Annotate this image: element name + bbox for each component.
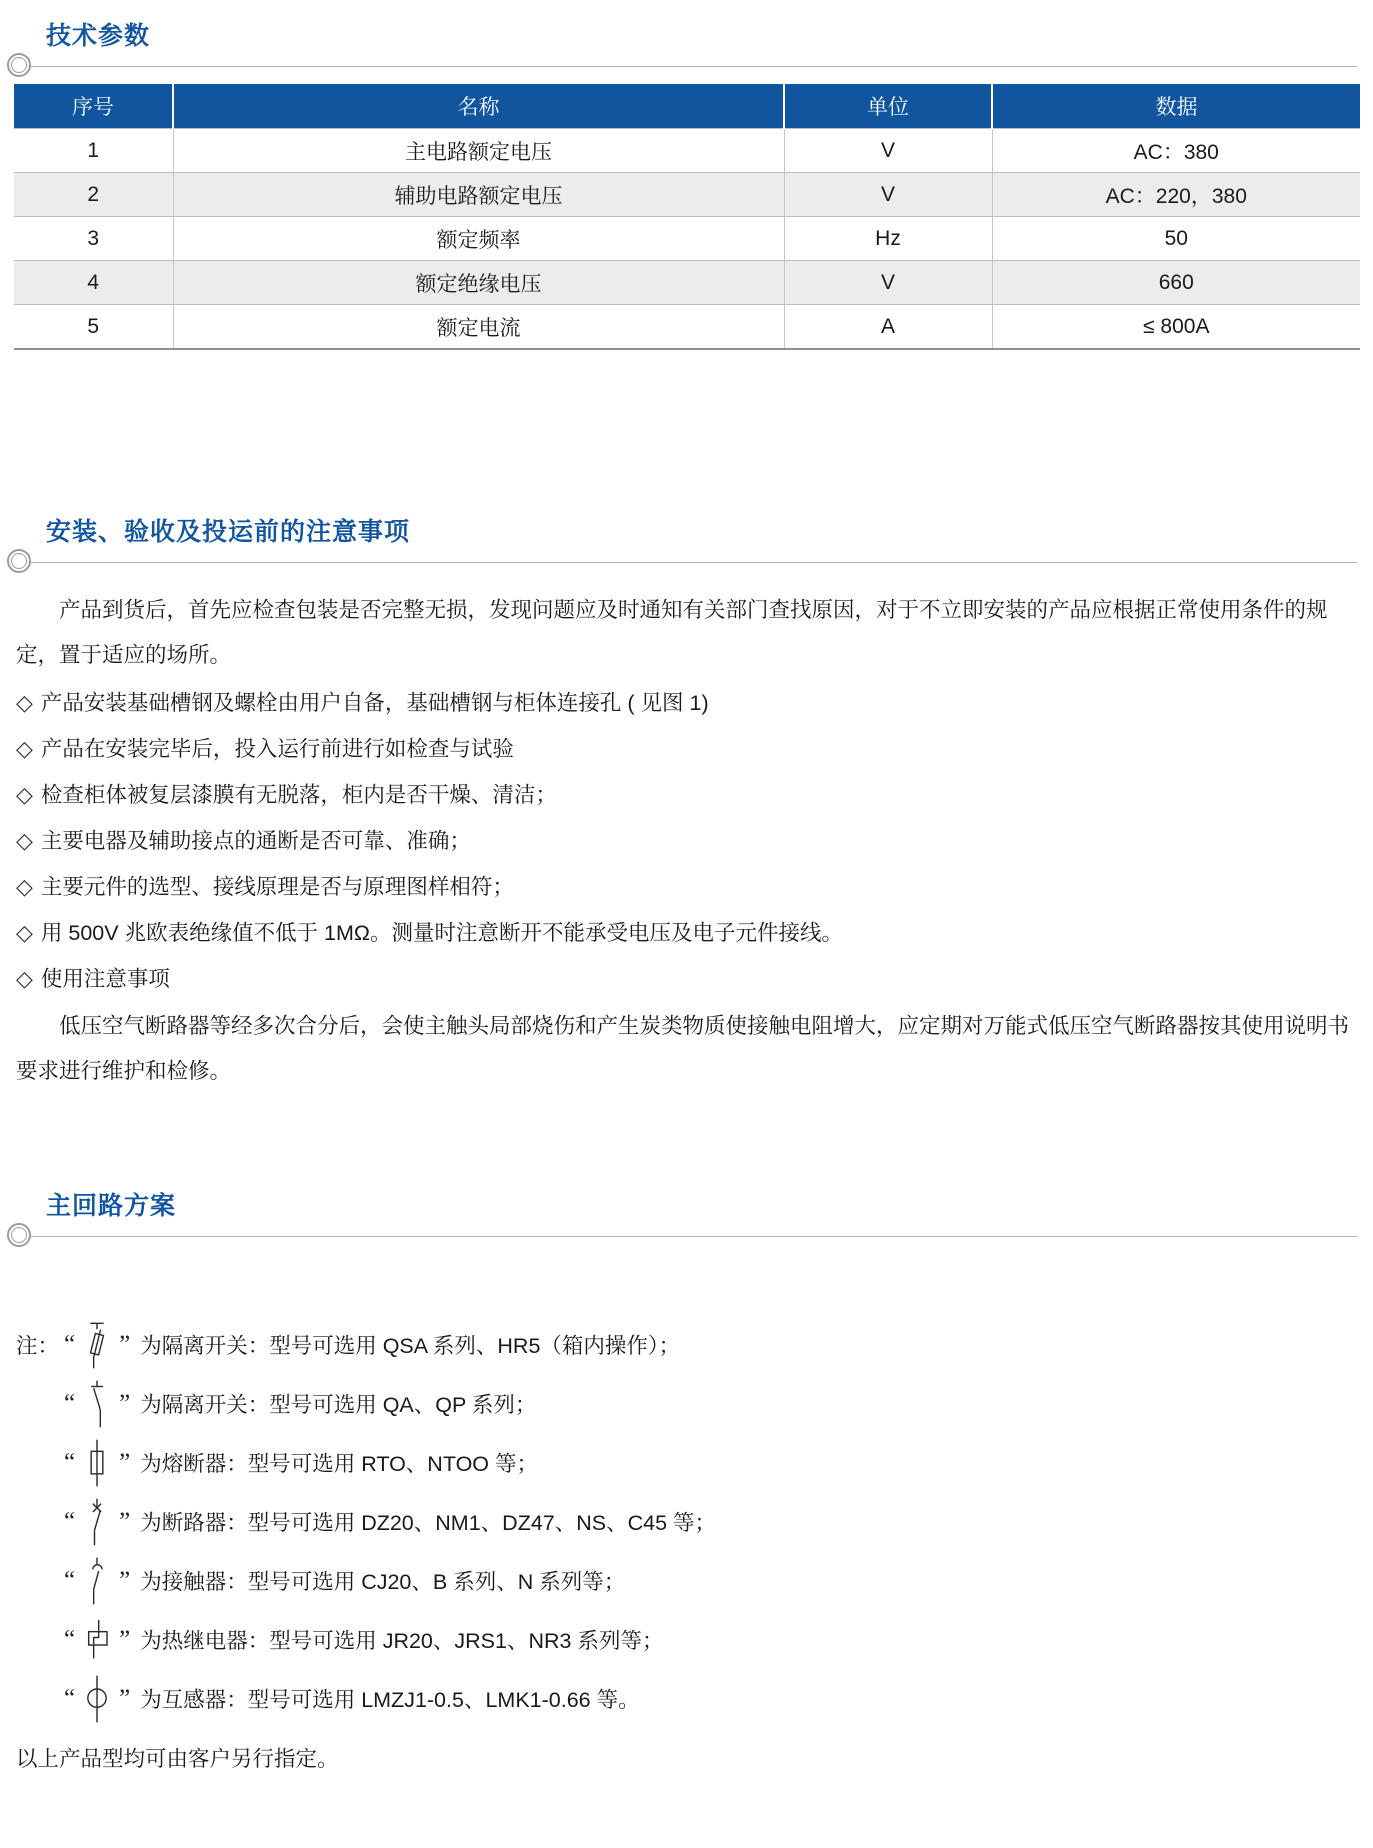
thermal-relay-icon xyxy=(82,1614,112,1666)
ring-decoration-icon xyxy=(7,1223,31,1247)
contactor-icon xyxy=(82,1555,112,1607)
main-circuit-notes xyxy=(16,1315,1357,1774)
table-cell: 额定频率 xyxy=(173,217,784,261)
close-quote: ” xyxy=(119,1684,131,1712)
diamond-bullet-icon: ◇ xyxy=(16,782,33,807)
note-text: 为热继电器：型号可选用 JR20、JRS1、NR3 系列等； xyxy=(140,1629,664,1653)
table-header-row xyxy=(14,84,1360,129)
closing-paragraph: 低压空气断路器等经多次合分后，会使主触头局部烧伤和产生炭类物质使接触电阻增大，应定期对万能式低压空气断路器按其使用说明书要求进行维护和检修。 xyxy=(16,1014,1350,1083)
bullet-list xyxy=(16,680,1357,1002)
open-quote: “ xyxy=(64,1625,76,1653)
table-cell: V xyxy=(784,173,992,217)
table-cell: AC：380 xyxy=(992,129,1360,173)
section-title: 技术参数 xyxy=(46,22,151,50)
notes-footer: 以上产品型均可由客户另行指定。 xyxy=(16,1747,339,1771)
note-text: 为隔离开关：型号可选用 QA、QP 系列； xyxy=(140,1393,537,1417)
open-quote: “ xyxy=(64,1566,76,1594)
note-text: 为断路器：型号可选用 DZ20、NM1、DZ47、NS、C45 等； xyxy=(140,1511,717,1535)
ring-decoration-icon xyxy=(7,53,31,77)
bullet-item xyxy=(16,680,1357,726)
bullet-text: 用 500V 兆欧表绝缘值不低于 1MΩ。测量时注意断开不能承受电压及电子元件接线。 xyxy=(40,921,843,945)
note-text: 为熔断器：型号可选用 RTO、NTOO 等； xyxy=(140,1452,538,1476)
open-quote: “ xyxy=(64,1684,76,1712)
close-quote: ” xyxy=(119,1625,131,1653)
open-quote: “ xyxy=(64,1389,76,1417)
bullet-item xyxy=(16,818,1357,864)
table-row xyxy=(14,173,1360,217)
table-cell: 50 xyxy=(992,217,1360,261)
open-quote: “ xyxy=(64,1507,76,1535)
table-cell: 辅助电路额定电压 xyxy=(173,173,784,217)
circuit-breaker-icon xyxy=(82,1496,112,1548)
note-row xyxy=(16,1433,1357,1492)
tech-params-table xyxy=(14,84,1360,350)
section-title: 安装、验收及投运前的注意事项 xyxy=(46,518,411,546)
table-header-cell: 序号 xyxy=(14,84,173,129)
note-row xyxy=(16,1315,1357,1374)
bullet-item xyxy=(16,772,1357,818)
table-cell: 660 xyxy=(992,261,1360,305)
header-rule xyxy=(26,562,1357,563)
intro-paragraph: 产品到货后，首先应检查包装是否完整无损，发现问题应及时通知有关部门查找原因，对于不立即安装的产品应根据正常使用条件的规定，置于适应的场所。 xyxy=(16,598,1328,667)
table-cell: 额定绝缘电压 xyxy=(173,261,784,305)
bullet-text: 产品安装基础槽钢及螺栓由用户自备，基础槽钢与柜体连接孔 ( 见图 1) xyxy=(40,691,709,715)
open-quote: “ xyxy=(64,1330,76,1358)
table-cell: 4 xyxy=(14,261,173,305)
note-row xyxy=(16,1669,1357,1728)
note-row xyxy=(16,1374,1357,1433)
bullet-text: 检查柜体被复层漆膜有无脱落，柜内是否干燥、清洁； xyxy=(40,783,557,807)
bullet-text: 使用注意事项 xyxy=(40,967,170,991)
note-text: 为接触器：型号可选用 CJ20、B 系列、N 系列等； xyxy=(140,1570,626,1594)
table-cell: 5 xyxy=(14,305,173,350)
fuse-icon xyxy=(82,1437,112,1489)
isolator-switch-icon xyxy=(82,1378,112,1430)
note-row xyxy=(16,1492,1357,1551)
table-row xyxy=(14,129,1360,173)
note-text: 为互感器：型号可选用 LMZJ1-0.5、LMK1-0.66 等。 xyxy=(140,1688,640,1712)
table-cell: A xyxy=(784,305,992,350)
table-cell: 主电路额定电压 xyxy=(173,129,784,173)
close-quote: ” xyxy=(119,1389,131,1417)
table-header-cell: 单位 xyxy=(784,84,992,129)
table-cell: V xyxy=(784,261,992,305)
table-cell: AC：220，380 xyxy=(992,173,1360,217)
install-notes-body xyxy=(16,588,1357,1094)
section-header-install-notes xyxy=(0,512,1373,582)
current-transformer-icon xyxy=(82,1673,112,1725)
diamond-bullet-icon: ◇ xyxy=(16,966,33,991)
section-title: 主回路方案 xyxy=(46,1192,177,1220)
diamond-bullet-icon: ◇ xyxy=(16,920,33,945)
bullet-item xyxy=(16,726,1357,772)
header-rule xyxy=(26,66,1357,67)
diamond-bullet-icon: ◇ xyxy=(16,828,33,853)
section-header-tech-params xyxy=(0,16,1373,86)
table-header-cell: 数据 xyxy=(992,84,1360,129)
section-header-main-circuit xyxy=(0,1186,1373,1256)
table-cell: 3 xyxy=(14,217,173,261)
table-row xyxy=(14,305,1360,350)
close-quote: ” xyxy=(119,1507,131,1535)
diamond-bullet-icon: ◇ xyxy=(16,736,33,761)
diamond-bullet-icon: ◇ xyxy=(16,874,33,899)
table-cell: ≤ 800A xyxy=(992,305,1360,350)
close-quote: ” xyxy=(119,1566,131,1594)
close-quote: ” xyxy=(119,1448,131,1476)
ring-decoration-icon xyxy=(7,549,31,573)
note-prefix: 注： xyxy=(16,1334,60,1358)
bullet-text: 主要元件的选型、接线原理是否与原理图样相符； xyxy=(40,875,514,899)
note-row xyxy=(16,1610,1357,1669)
table-row xyxy=(14,217,1360,261)
close-quote: ” xyxy=(119,1330,131,1358)
diamond-bullet-icon: ◇ xyxy=(16,690,33,715)
bullet-item xyxy=(16,956,1357,1002)
note-row xyxy=(16,1551,1357,1610)
table-header-cell: 名称 xyxy=(173,84,784,129)
header-rule xyxy=(26,1236,1357,1237)
table-cell: 1 xyxy=(14,129,173,173)
bullet-item xyxy=(16,910,1357,956)
table-cell: 额定电流 xyxy=(173,305,784,350)
open-quote: “ xyxy=(64,1448,76,1476)
table-row xyxy=(14,261,1360,305)
table-cell: V xyxy=(784,129,992,173)
bullet-text: 主要电器及辅助接点的通断是否可靠、准确； xyxy=(40,829,471,853)
bullet-item xyxy=(16,864,1357,910)
table-cell: 2 xyxy=(14,173,173,217)
isolator-fuse-switch-icon xyxy=(82,1319,112,1371)
table-cell: Hz xyxy=(784,217,992,261)
bullet-text: 产品在安装完毕后，投入运行前进行如检查与试验 xyxy=(40,737,514,761)
note-text: 为隔离开关：型号可选用 QSA 系列、HR5（箱内操作）； xyxy=(140,1334,681,1358)
